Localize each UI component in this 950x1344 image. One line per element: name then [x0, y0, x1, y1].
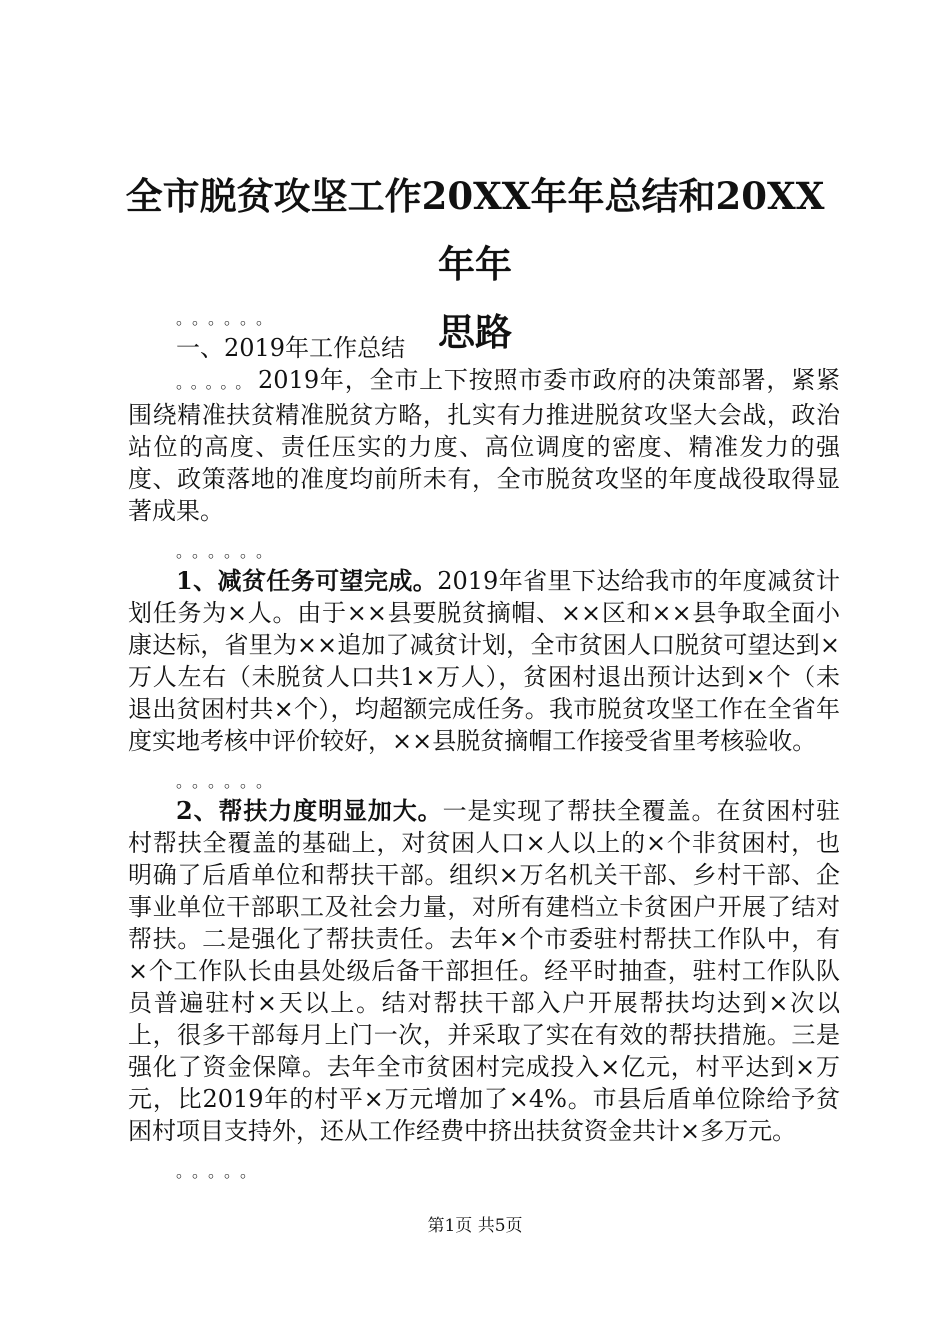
placeholder-dots: 。。。。。 [176, 1162, 265, 1181]
title-line-1: 全市脱贫攻坚工作20XX年年总结和20XX年年 [125, 174, 825, 286]
page-footer: 第1页 共5页 [427, 1216, 523, 1236]
item-1-text: 2019年省里下达给我市的年度减贫计划任务为×人。由于××县要脱贫摘帽、××区和××县争取全面小康达标，省里为××追加了减贫计划，全市贫困人口脱贫可望达到×万人左右（未脱贫人口共1×万人），贫困村退出预计达到×个（未退出贫困村共×个），均超额完成任务。我市脱贫攻坚工作在全省年度实地考核中评价较好，××县脱贫摘帽工作接受省里考核验收。 [128, 567, 841, 755]
paragraph-lead-dots: 。。。。。 [176, 373, 259, 392]
item-2-paragraph [128, 795, 840, 1147]
summary-paragraph [128, 364, 840, 527]
summary-text: 2019年，全市上下按照市委市政府的决策部署，紧紧围绕精准扶贫精准脱贫方略，扎实有力推进脱贫攻坚大会战，政治站位的高度、责任压实的力度、高位调度的密度、精准发力的强度、政策落地的准度均前所未有，全市脱贫攻坚的年度战役取得显著成果。 [128, 366, 840, 525]
placeholder-dots: 。。。。。。 [176, 309, 281, 328]
item-2-title: 2、帮扶力度明显加大。 [176, 796, 443, 825]
placeholder-dots: 。。。。。。 [176, 772, 281, 791]
placeholder-dots: 。。。。。。 [176, 542, 281, 561]
section-heading: 一、2019年工作总结 [176, 334, 406, 362]
item-2-text: 一是实现了帮扶全覆盖。在贫困村驻村帮扶全覆盖的基础上，对贫困人口×人以上的×个非贫困村，也明确了后盾单位和帮扶干部。组织×万名机关干部、乡村干部、企事业单位干部职工及社会力量，对所有建档立卡贫困户开展了结对帮扶。二是强化了帮扶责任。去年×个市委驻村帮扶工作队中，有×个工作队长由县处级后备干部担任。经平时抽查，驻村工作队队员普遍驻村×天以上。结对帮扶干部入户开展帮扶均达到×次以上，很多干部每月上门一次，并采取了实在有效的帮扶措施。三是强化了资金保障。去年全市贫困村完成投入×亿元，村平达到×万元，比2019年的村平×万元增加了×4%。市县后盾单位除给予贫困村项目支持外，还从工作经费中挤出扶贫资金共计×多万元。 [128, 797, 841, 1145]
document-body [128, 306, 840, 1185]
item-1-title: 1、减贫任务可望完成。 [176, 566, 438, 595]
item-1-paragraph [128, 565, 840, 757]
title-line-2: 思路 [438, 310, 512, 354]
